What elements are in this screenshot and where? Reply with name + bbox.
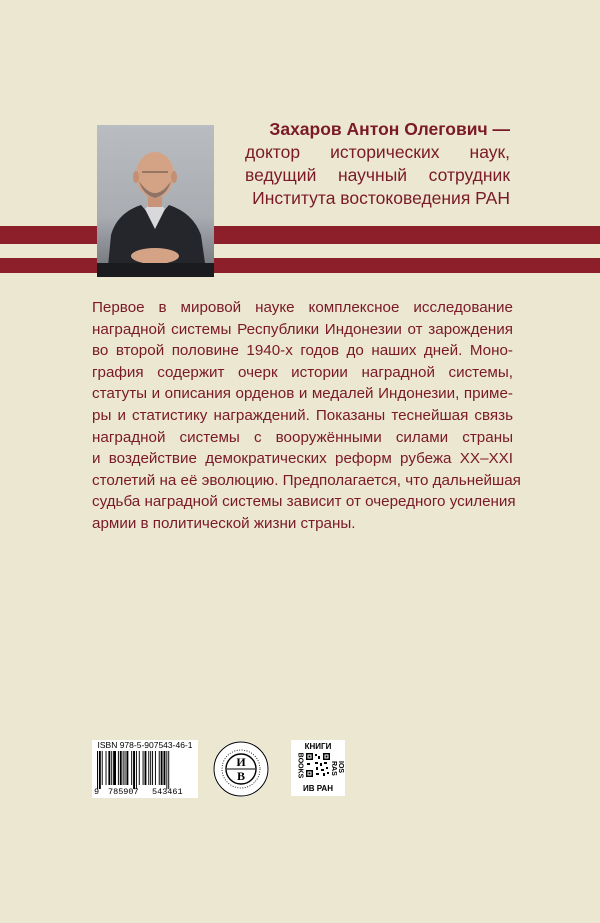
books-badge-top: КНИГИ [304,742,332,751]
abstract-line: столетий на её эволюцию. Предполагается, что дальнейшая [92,471,521,489]
publisher-seal [212,740,270,798]
author-institution: Института востоковедения РАН [252,188,510,208]
abstract-line: судьба наградной системы зависит от очередного усиления [92,493,516,511]
abstract-line: графия содержит очерк истории наградной системы, [92,363,513,381]
author-block [245,118,510,210]
abstract-line: и воздействие демократических реформ рубежа XX–XXI [92,450,513,468]
books-badge-left: BOOKS [296,752,304,779]
qr-code [306,753,330,777]
barcode-group-left: 785907 [108,787,139,797]
abstract-line: статуты и описания орденов и медалей Индонезии, приме- [92,385,513,403]
seal-monogram-bottom: В [236,769,246,783]
author-photo [97,125,214,277]
abstract-line: ры и статистику награждений. Показаны теснейшая связь [92,406,513,424]
bottom-stripe [0,258,600,273]
isbn-barcode [92,740,198,798]
barcode-bars [95,751,195,789]
barcode-group-right: 543461 [152,787,183,797]
book-abstract [92,297,521,535]
abstract-line: наградной системы с вооружёнными силами страны [92,428,513,446]
books-badge-bottom: ИВ РАН [303,784,333,793]
top-stripe [0,226,600,244]
author-degree: доктор исторических наук, [245,142,510,162]
abstract-line: во второй половине 1940-х годов до наших дней. Моно- [92,342,513,360]
author-name: Захаров Антон Олегович — [269,119,510,139]
barcode-digit-first: 9 [94,787,100,797]
books-badge-right: IOS RAS [330,761,344,776]
abstract-line: наградной системы Республики Индонезии от зарождения [92,320,513,338]
seal-monogram-top: И [236,755,246,769]
author-position: ведущий научный сотрудник [245,165,510,185]
isbn-number: ISBN 978-5-907543-46-1 [97,740,193,750]
books-badge [291,740,345,796]
abstract-line: Первое в мировой науке комплексное исследование [92,299,513,316]
abstract-line: армии в политической жизни страны. [92,514,356,532]
